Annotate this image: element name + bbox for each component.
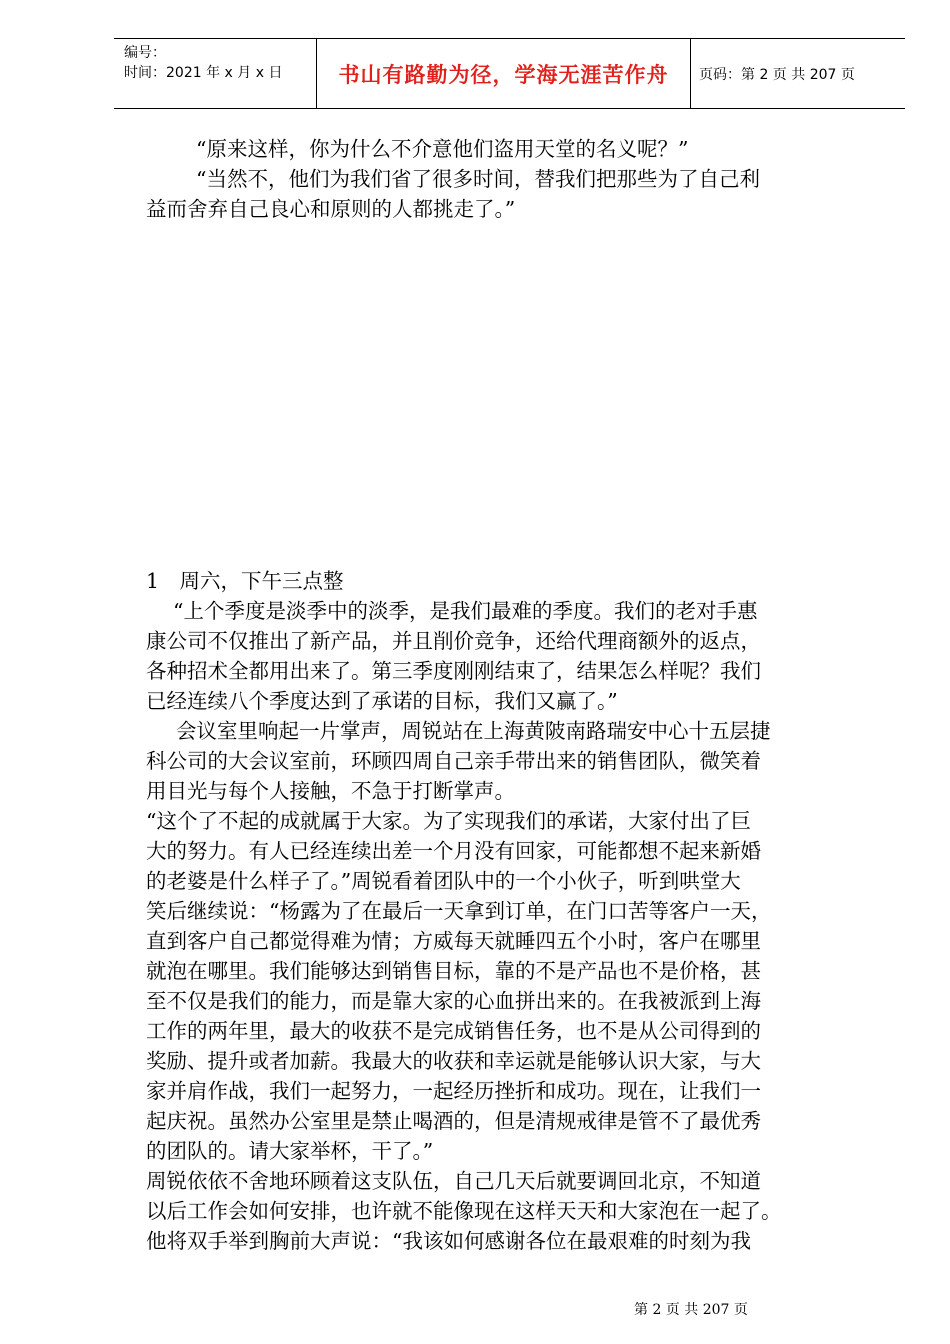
text-line: “原来这样，你为什么不介意他们盗用天堂的名义呢？”	[196, 137, 689, 161]
document-time-label: 时间：2021 年 x 月 x 日	[124, 65, 283, 81]
text-line: 用目光与每个人接触，不急于打断掌声。	[146, 779, 515, 803]
text-line: 至不仅是我们的能力，而是靠大家的心血拼出来的。在我被派到上海	[146, 989, 761, 1013]
document-number-label: 编号：	[124, 45, 166, 61]
text-line: 奖励、提升或者加薪。我最大的收获和幸运就是能够认识大家，与大	[146, 1049, 761, 1073]
text-line: 直到客户自己都觉得难为情；方威每天就睡四五个小时，客户在哪里	[146, 929, 761, 953]
text-line: 笑后继续说：“杨露为了在最后一天拿到订单，在门口苦等客户一天，	[146, 899, 772, 923]
text-line: 益而舍弃自己良心和原则的人都挑走了。”	[146, 197, 516, 221]
text-line: 他将双手举到胸前大声说：“我该如何感谢各位在最艰难的时刻为我	[146, 1229, 751, 1253]
text-line: 大的努力。有人已经连续出差一个月没有回家，可能都想不起来新婚	[146, 839, 761, 863]
paragraph	[146, 1166, 782, 1256]
text-line: 家并肩作战，我们一起努力，一起经历挫折和成功。现在，让我们一	[146, 1079, 761, 1103]
page-header	[114, 38, 905, 109]
paragraph	[146, 596, 761, 716]
header-motto: 书山有路勤为径，学海无涯苦作舟	[338, 62, 669, 87]
text-line: 康公司不仅推出了新产品，并且削价竞争，还给代理商额外的返点，	[146, 629, 761, 653]
text-line: 会议室里响起一片掌声，周锐站在上海黄陂南路瑞安中心十五层捷	[176, 719, 771, 743]
page-footer: 第 2 页 共 207 页	[634, 1302, 748, 1318]
paragraph	[146, 164, 760, 224]
text-line: “当然不，他们为我们省了很多时间，替我们把那些为了自己利	[196, 167, 760, 191]
text-line: 科公司的大会议室前，环顾四周自己亲手带出来的销售团队，微笑着	[146, 749, 761, 773]
text-line: 的老婆是什么样子了。”周锐看着团队中的一个小伙子，听到哄堂大	[146, 869, 741, 893]
text-line: 周锐依依不舍地环顾着这支队伍，自己几天后就要调回北京，不知道	[146, 1169, 761, 1193]
paragraph	[146, 806, 771, 1166]
text-line: 工作的两年里，最大的收获不是完成销售任务，也不是从公司得到的	[146, 1019, 761, 1043]
header-page-label: 页码：第 2 页 共 207 页	[699, 66, 855, 83]
header-meta-cell	[114, 39, 316, 108]
text-line: 就泡在哪里。我们能够达到销售目标，靠的不是产品也不是价格，甚	[146, 959, 761, 983]
text-line: 已经连续八个季度达到了承诺的目标，我们又赢了。”	[146, 689, 618, 713]
text-line: 起庆祝。虽然办公室里是禁止喝酒的，但是清规戒律是管不了最优秀	[146, 1109, 761, 1133]
text-line: 的团队的。请大家举杯，干了。”	[146, 1139, 434, 1163]
section-heading: 1 周六，下午三点整	[146, 569, 344, 593]
paragraph	[196, 134, 688, 164]
text-line: 各种招术全都用出来了。第三季度刚刚结束了，结果怎么样呢？我们	[146, 659, 761, 683]
paragraph	[146, 716, 771, 806]
text-line: “上个季度是淡季中的淡季，是我们最难的季度。我们的老对手惠	[173, 599, 758, 623]
text-line: 以后工作会如何安排，也许就不能像现在这样天天和大家泡在一起了。	[146, 1199, 782, 1223]
text-line: “这个了不起的成就属于大家。为了实现我们的承诺，大家付出了巨	[146, 809, 751, 833]
